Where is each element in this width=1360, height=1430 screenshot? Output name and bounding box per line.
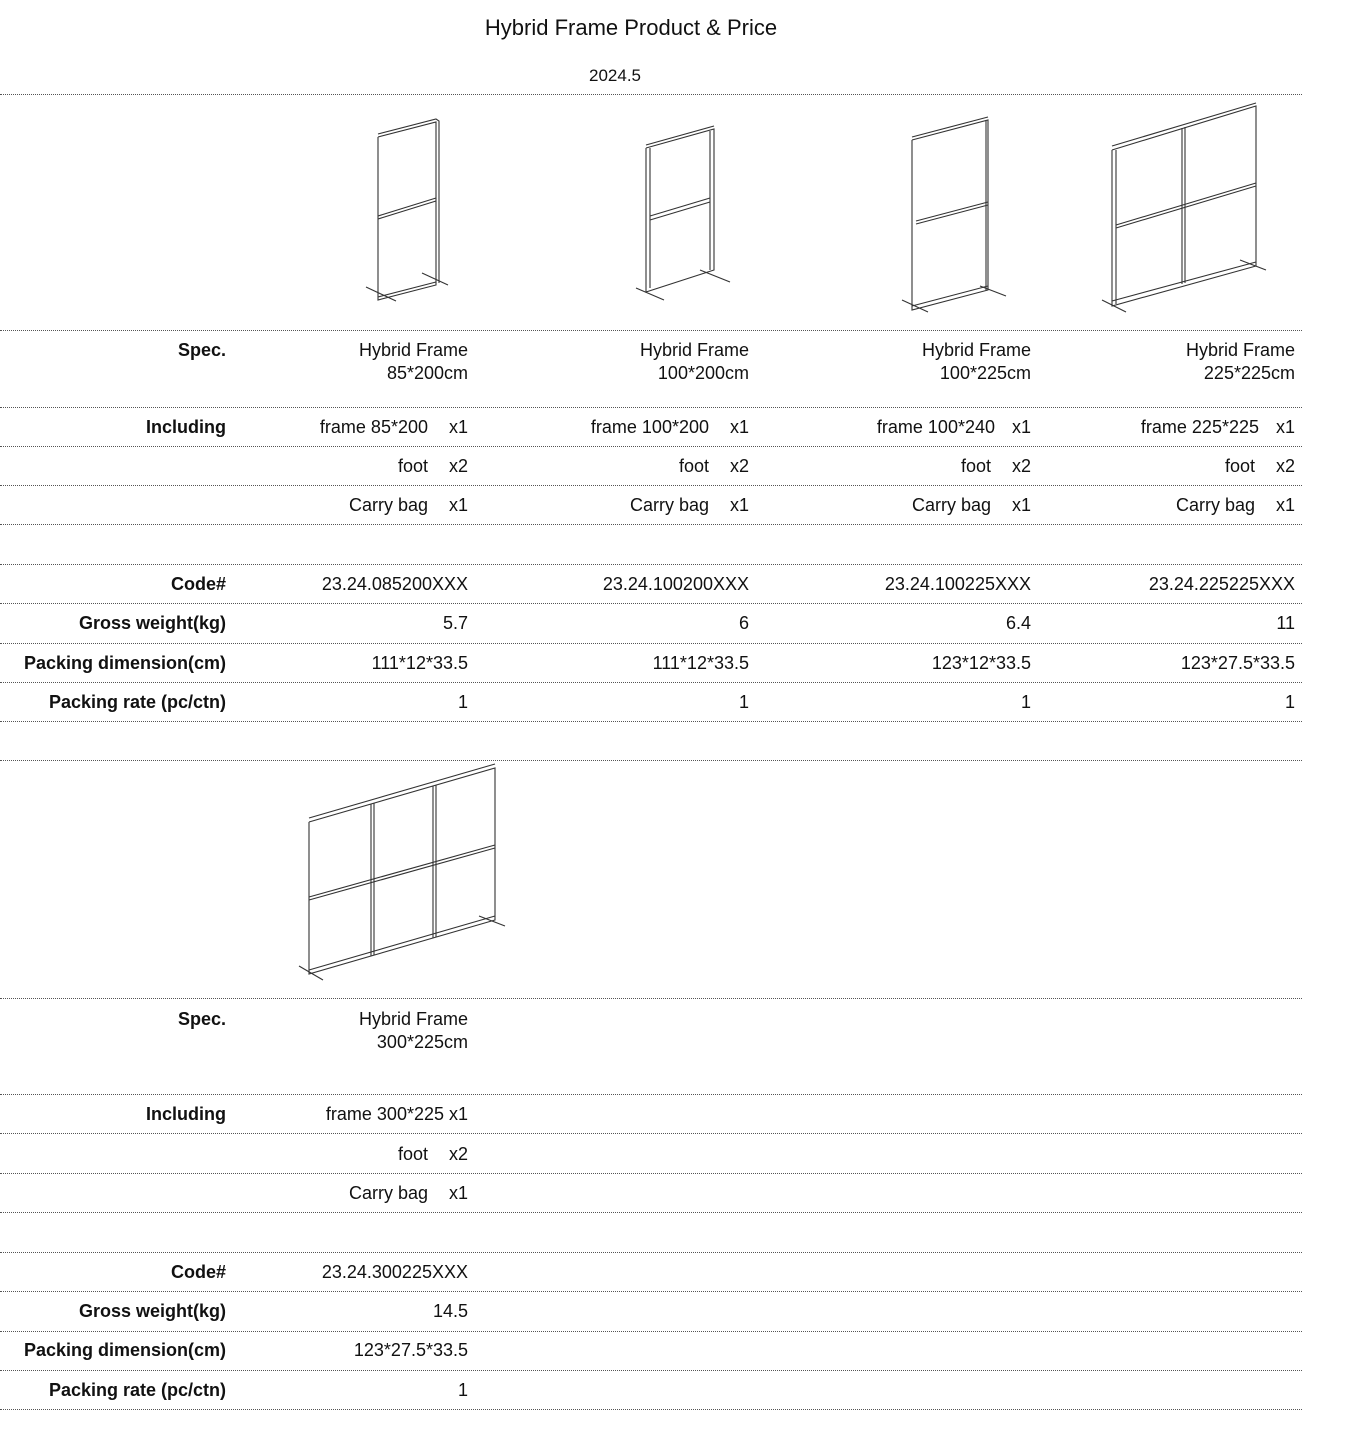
label-code: Code# bbox=[170, 1262, 226, 1282]
spec-value: Hybrid Frame 225*225cm bbox=[1185, 340, 1295, 383]
code-value: 23.24.300225XXX bbox=[321, 1262, 468, 1282]
product-image-300x225 bbox=[295, 760, 510, 985]
including-item: Carry bag x1 bbox=[1175, 495, 1295, 515]
divider bbox=[0, 1212, 1302, 1213]
code-value: 23.24.100225XXX bbox=[884, 574, 1031, 594]
label-spec: Spec. bbox=[177, 1009, 226, 1029]
divider bbox=[0, 564, 1302, 565]
product-image-100x225 bbox=[900, 112, 1010, 317]
packing-rate-value: 1 bbox=[738, 692, 749, 712]
including-item: foot x2 bbox=[397, 456, 468, 476]
product-image-225x225 bbox=[1100, 100, 1270, 315]
gross-weight-value: 5.7 bbox=[442, 613, 468, 633]
divider bbox=[0, 485, 1302, 486]
divider bbox=[0, 1370, 1302, 1371]
including-item: Carry bag x1 bbox=[348, 1183, 468, 1203]
packing-dimension-value: 111*12*33.5 bbox=[652, 653, 749, 673]
including-item: frame 100*240 x1 bbox=[876, 417, 1031, 437]
code-value: 23.24.225225XXX bbox=[1148, 574, 1295, 594]
label-packing-rate: Packing rate (pc/ctn) bbox=[48, 1380, 226, 1400]
divider bbox=[0, 998, 1302, 999]
label-packing-dimension: Packing dimension(cm) bbox=[23, 1340, 226, 1360]
divider bbox=[0, 682, 1302, 683]
label-gross-weight: Gross weight(kg) bbox=[78, 1301, 226, 1321]
spec-value: Hybrid Frame 85*200cm bbox=[358, 340, 468, 383]
including-item: Carry bag x1 bbox=[911, 495, 1031, 515]
packing-rate-value: 1 bbox=[1020, 692, 1031, 712]
divider bbox=[0, 1252, 1302, 1253]
label-packing-dimension: Packing dimension(cm) bbox=[23, 653, 226, 673]
label-packing-rate: Packing rate (pc/ctn) bbox=[48, 692, 226, 712]
label-gross-weight: Gross weight(kg) bbox=[78, 613, 226, 633]
including-item: frame 100*200 x1 bbox=[590, 417, 749, 437]
page-date: 2024.5 bbox=[589, 66, 641, 85]
packing-dimension-value: 123*12*33.5 bbox=[931, 653, 1031, 673]
packing-dimension-value: 111*12*33.5 bbox=[371, 653, 468, 673]
divider bbox=[0, 1133, 1302, 1134]
divider bbox=[0, 94, 1302, 95]
divider bbox=[0, 603, 1302, 604]
spec-value: Hybrid Frame 100*225cm bbox=[921, 340, 1031, 383]
gross-weight-value: 6 bbox=[738, 613, 749, 633]
label-including: Including bbox=[146, 1104, 226, 1124]
including-item: frame 300*225 x1 bbox=[325, 1104, 468, 1124]
divider bbox=[0, 643, 1302, 644]
including-item: foot x2 bbox=[960, 456, 1031, 476]
including-item: foot x2 bbox=[397, 1144, 468, 1164]
divider bbox=[0, 760, 1302, 761]
divider bbox=[0, 446, 1302, 447]
label-code: Code# bbox=[170, 574, 226, 594]
packing-rate-value: 1 bbox=[457, 692, 468, 712]
product-image-100x200 bbox=[630, 120, 740, 310]
packing-rate-value: 1 bbox=[457, 1380, 468, 1400]
packing-dimension-value: 123*27.5*33.5 bbox=[353, 1340, 468, 1360]
packing-rate-value: 1 bbox=[1284, 692, 1295, 712]
divider bbox=[0, 1331, 1302, 1332]
page-title: Hybrid Frame Product & Price bbox=[484, 15, 778, 40]
spec-value: Hybrid Frame 100*200cm bbox=[639, 340, 749, 383]
divider bbox=[0, 1409, 1302, 1410]
including-item: foot x2 bbox=[678, 456, 749, 476]
divider bbox=[0, 524, 1302, 525]
including-item: Carry bag x1 bbox=[348, 495, 468, 515]
divider bbox=[0, 721, 1302, 722]
product-image-85x200 bbox=[360, 115, 460, 305]
code-value: 23.24.100200XXX bbox=[602, 574, 749, 594]
gross-weight-value: 11 bbox=[1276, 613, 1295, 633]
divider bbox=[0, 1291, 1302, 1292]
including-item: frame 225*225 x1 bbox=[1140, 417, 1295, 437]
including-item: frame 85*200 x1 bbox=[319, 417, 468, 437]
label-spec: Spec. bbox=[177, 340, 226, 360]
packing-dimension-value: 123*27.5*33.5 bbox=[1180, 653, 1295, 673]
code-value: 23.24.085200XXX bbox=[321, 574, 468, 594]
label-including: Including bbox=[146, 417, 226, 437]
gross-weight-value: 14.5 bbox=[432, 1301, 468, 1321]
divider bbox=[0, 407, 1302, 408]
including-item: Carry bag x1 bbox=[629, 495, 749, 515]
including-item: foot x2 bbox=[1224, 456, 1295, 476]
divider bbox=[0, 1094, 1302, 1095]
spec-value: Hybrid Frame 300*225cm bbox=[358, 1009, 468, 1052]
divider bbox=[0, 1173, 1302, 1174]
divider bbox=[0, 330, 1302, 331]
gross-weight-value: 6.4 bbox=[1005, 613, 1031, 633]
